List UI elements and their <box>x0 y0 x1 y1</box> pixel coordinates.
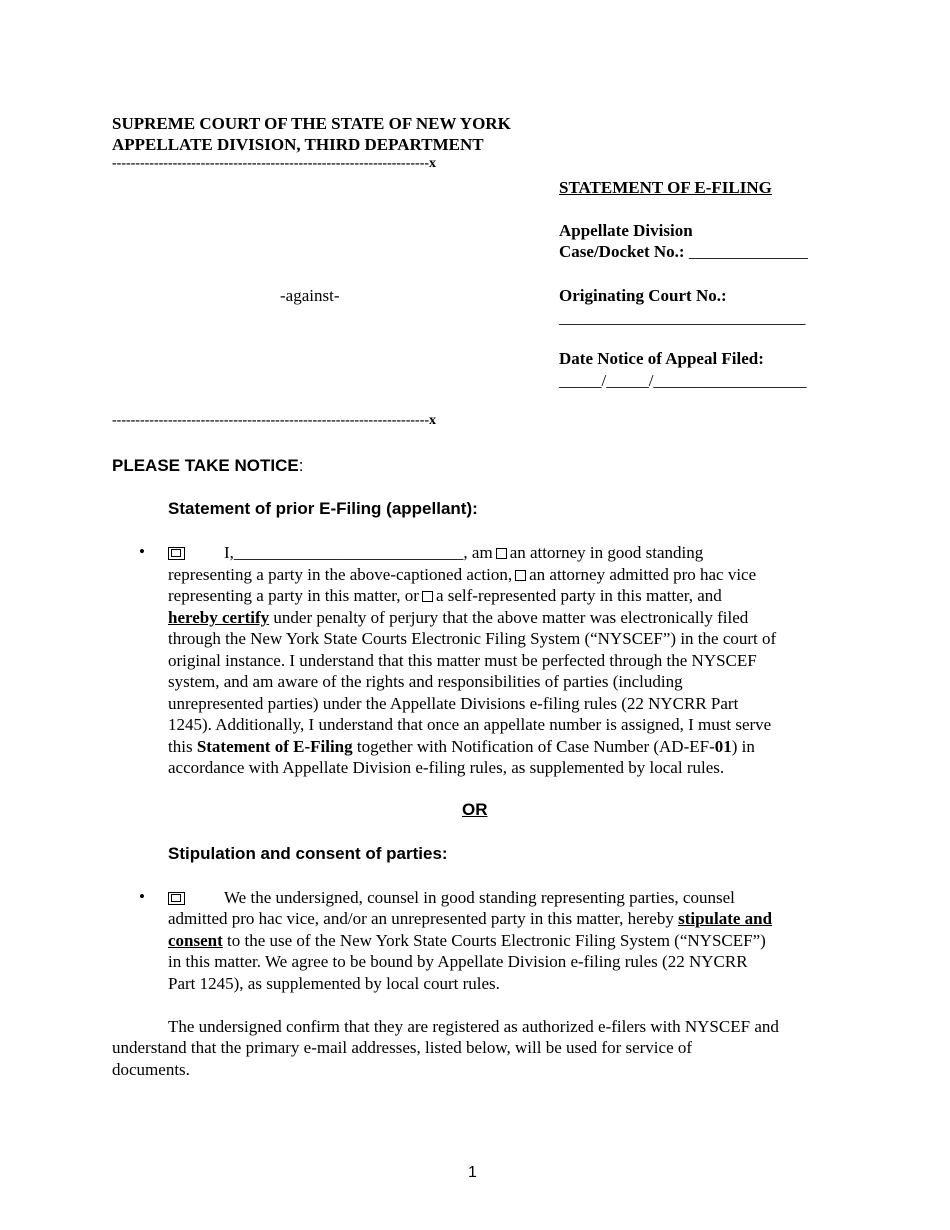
prior-efiling-checkbox[interactable] <box>168 545 185 563</box>
stipulation-checkbox[interactable] <box>168 890 185 908</box>
s1-line-10 <box>168 736 755 758</box>
s1-line-7: system, and am aware of the rights and responsibilities of parties (including <box>168 672 683 691</box>
docket-label-line-1: Appellate Division <box>559 221 693 240</box>
against-label: -against- <box>280 286 340 305</box>
docket-label-line-2: Case/Docket No.: <box>559 242 685 261</box>
section-stipulation-heading: Stipulation and consent of parties: <box>168 844 448 863</box>
notice-heading-text: PLEASE TAKE NOTICE <box>112 456 299 475</box>
s1-line-5: through the New York State Courts Electronic Filing System (“NYSCEF”) in the court of <box>168 629 777 648</box>
hereby-certify: hereby certify <box>168 608 270 627</box>
notice-colon: : <box>298 456 304 475</box>
s2-line-2 <box>168 908 772 930</box>
docket-number-blank[interactable]: ______________ <box>688 242 808 261</box>
s1-line-10e: ) in <box>731 737 755 756</box>
self-represented-checkbox[interactable] <box>422 591 433 602</box>
court-name-line-1: SUPREME COURT OF THE STATE OF NEW YORK <box>112 114 511 133</box>
s1-line-2a: representing a party in the above-captioned action, <box>168 565 513 584</box>
s1-line-3 <box>168 585 722 607</box>
checkbox-icon <box>168 547 185 560</box>
caption-divider-top: --------------------------------------------------------------------x <box>112 156 437 171</box>
s1-line-2 <box>168 564 756 586</box>
date-notice-blank[interactable]: _____/_____/__________________ <box>559 371 807 390</box>
s1-line-6: original instance. I understand that this matter must be perfected through the NYSCEF <box>168 651 757 670</box>
s2-line-3 <box>168 930 766 952</box>
s1-line-10a: this <box>168 737 197 756</box>
s1-line-1a: I,___________________________, am <box>224 543 493 562</box>
pro-hac-vice-checkbox[interactable] <box>515 570 526 581</box>
s1-line-11: accordance with Appellate Division e-filing rules, as supplemented by local rules. <box>168 758 725 777</box>
checkbox-icon <box>168 892 185 905</box>
closing-line-1: The undersigned confirm that they are registered as authorized e-filers with NYSCEF and <box>168 1017 779 1036</box>
court-name-line-2: APPELLATE DIVISION, THIRD DEPARTMENT <box>112 135 484 154</box>
s2-line-1: We the undersigned, counsel in good standing representing parties, counsel <box>224 888 735 907</box>
section-prior-efiling-heading: Statement of prior E-Filing (appellant): <box>168 499 478 518</box>
docket-number-field <box>559 241 808 263</box>
closing-line-2: understand that the primary e-mail addresses, listed below, will be used for service of <box>112 1038 693 1057</box>
caption-divider-bottom: --------------------------------------------------------------------x <box>112 413 437 428</box>
consent: consent <box>168 931 223 950</box>
originating-court-label: Originating Court No.: <box>559 286 727 305</box>
page-number: 1 <box>468 1164 477 1181</box>
s2-line-4: in this matter. We agree to be bound by Appellate Division e-filing rules (22 NYCRR <box>168 952 748 971</box>
s1-line-3b: a self-represented party in this matter, and <box>435 586 722 605</box>
date-notice-label: Date Notice of Appeal Filed: <box>559 349 764 368</box>
s1-line-8: unrepresented parties) under the Appellate Divisions e-filing rules (22 NYCRR Part <box>168 694 739 713</box>
s2-line-2a: admitted pro hac vice, and/or an unrepresented party in this matter, hereby <box>168 909 679 928</box>
s1-line-1b: an attorney in good standing <box>509 543 704 562</box>
s1-line-10c: together with Notification of Case Number (AD-EF- <box>352 737 715 756</box>
s1-line-1 <box>224 542 703 564</box>
s2-line-3-rest: to the use of the New York State Courts Electronic Filing System (“NYSCEF”) <box>222 931 766 950</box>
s1-line-3a: representing a party in this matter, or <box>168 586 419 605</box>
form-number: 01 <box>714 737 732 756</box>
s1-line-4-rest: under penalty of perjury that the above matter was electronically filed <box>269 608 749 627</box>
statement-of-efiling-ref: Statement of E-Filing <box>196 737 353 756</box>
attorney-good-standing-checkbox[interactable] <box>496 548 507 559</box>
or-divider: OR <box>462 800 488 819</box>
notice-heading <box>112 455 303 476</box>
bullet-2: • <box>139 887 145 906</box>
stipulate-and: stipulate and <box>678 909 773 928</box>
statement-title: STATEMENT OF E-FILING <box>559 178 772 197</box>
s1-line-2b: an attorney admitted pro hac vice <box>529 565 757 584</box>
closing-line-3: documents. <box>112 1060 190 1079</box>
bullet-1: • <box>139 542 145 561</box>
s2-line-5: Part 1245), as supplemented by local court rules. <box>168 974 500 993</box>
originating-court-blank[interactable]: _____________________________ <box>559 308 806 327</box>
s1-line-9: 1245). Additionally, I understand that once an appellate number is assigned, I must serve <box>168 715 772 734</box>
s1-line-4 <box>168 607 748 629</box>
